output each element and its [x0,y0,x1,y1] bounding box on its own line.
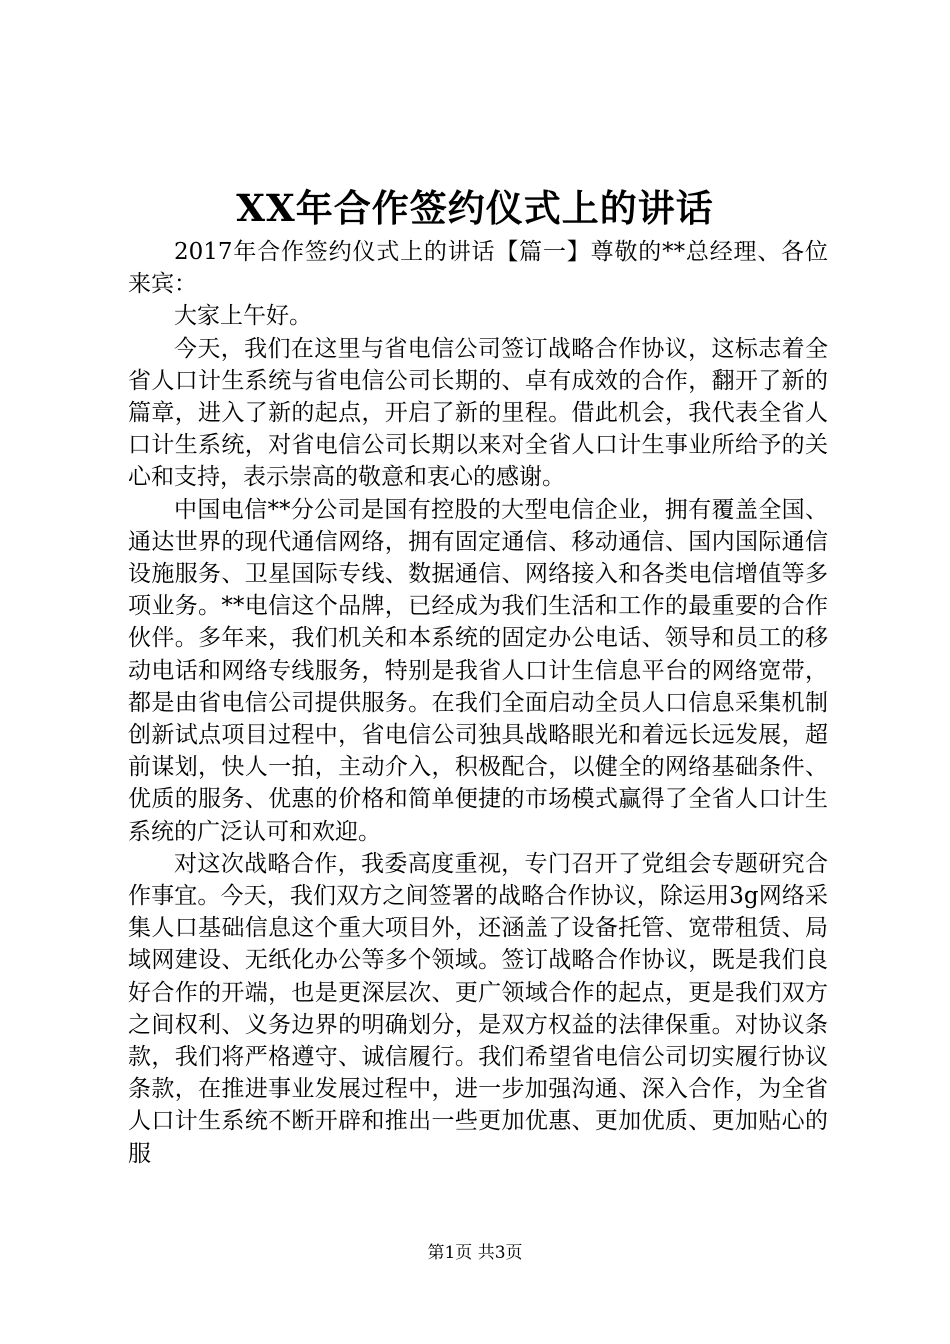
page-number-footer: 第1页 共3页 [427,1243,523,1263]
paragraph-3: 今天，我们在这里与省电信公司签订战略合作协议，这标志着全省人口计生系统与省电信公司长期的、卓有成效的合作，翻开了新的篇章，进入了新的起点，开启了新的里程。借此机会，我代表全省人口计生系统，对省电信公司长期以来对全省人口计生事业所给予的关心和支持，表示崇高的敬意和衷心的感谢。 [128,335,828,491]
paragraph-1: 2017年合作签约仪式上的讲话【篇一】尊敬的**总经理、各位来宾： [128,239,828,298]
paragraph-5: 对这次战略合作，我委高度重视，专门召开了党组会专题研究合作事宜。今天，我们双方之间签署的战略合作协议，除运用3g网络采集人口基础信息这个重大项目外，还涵盖了设备托管、宽带租赁、局域网建设、无纸化办公等多个领域。签订战略合作协议，既是我们良好合作的开端，也是更深层次、更广领域合作的起点，更是我们双方之间权利、义务边界的明确划分，是双方权益的法律保重。对协议条款，我们将严格遵守、诚信履行。我们希望省电信公司切实履行协议条款，在推进事业发展过程中，进一步加强沟通、深入合作，为全省人口计生系统不断开辟和推出一些更加优惠、更加优质、更加贴心的服 [128,850,828,1167]
paragraph-2: 大家上午好。 [174,303,312,330]
document-title: XX年合作签约仪式上的讲话 [236,186,714,230]
document-body [128,236,828,1170]
paragraph-4: 中国电信**分公司是国有控股的大型电信企业，拥有覆盖全国、通达世界的现代通信网络，拥有固定通信、移动通信、国内国际通信设施服务、卫星国际专线、数据通信、网络接入和各类电信增值等多项业务。**电信这个品牌，已经成为我们生活和工作的最重要的合作伙伴。多年来，我们机关和本系统的固定办公电话、领导和员工的移动电话和网络专线服务，特别是我省人口计生信息平台的网络宽带，都是由省电信公司提供服务。在我们全面启动全员人口信息采集机制创新试点项目过程中，省电信公司独具战略眼光和着远长远发展，超前谋划，快人一拍，主动介入，积极配合，以健全的网络基础条件、优质的服务、优惠的价格和简单便捷的市场模式赢得了全省人口计生系统的广泛认可和欢迎。 [128,496,828,845]
